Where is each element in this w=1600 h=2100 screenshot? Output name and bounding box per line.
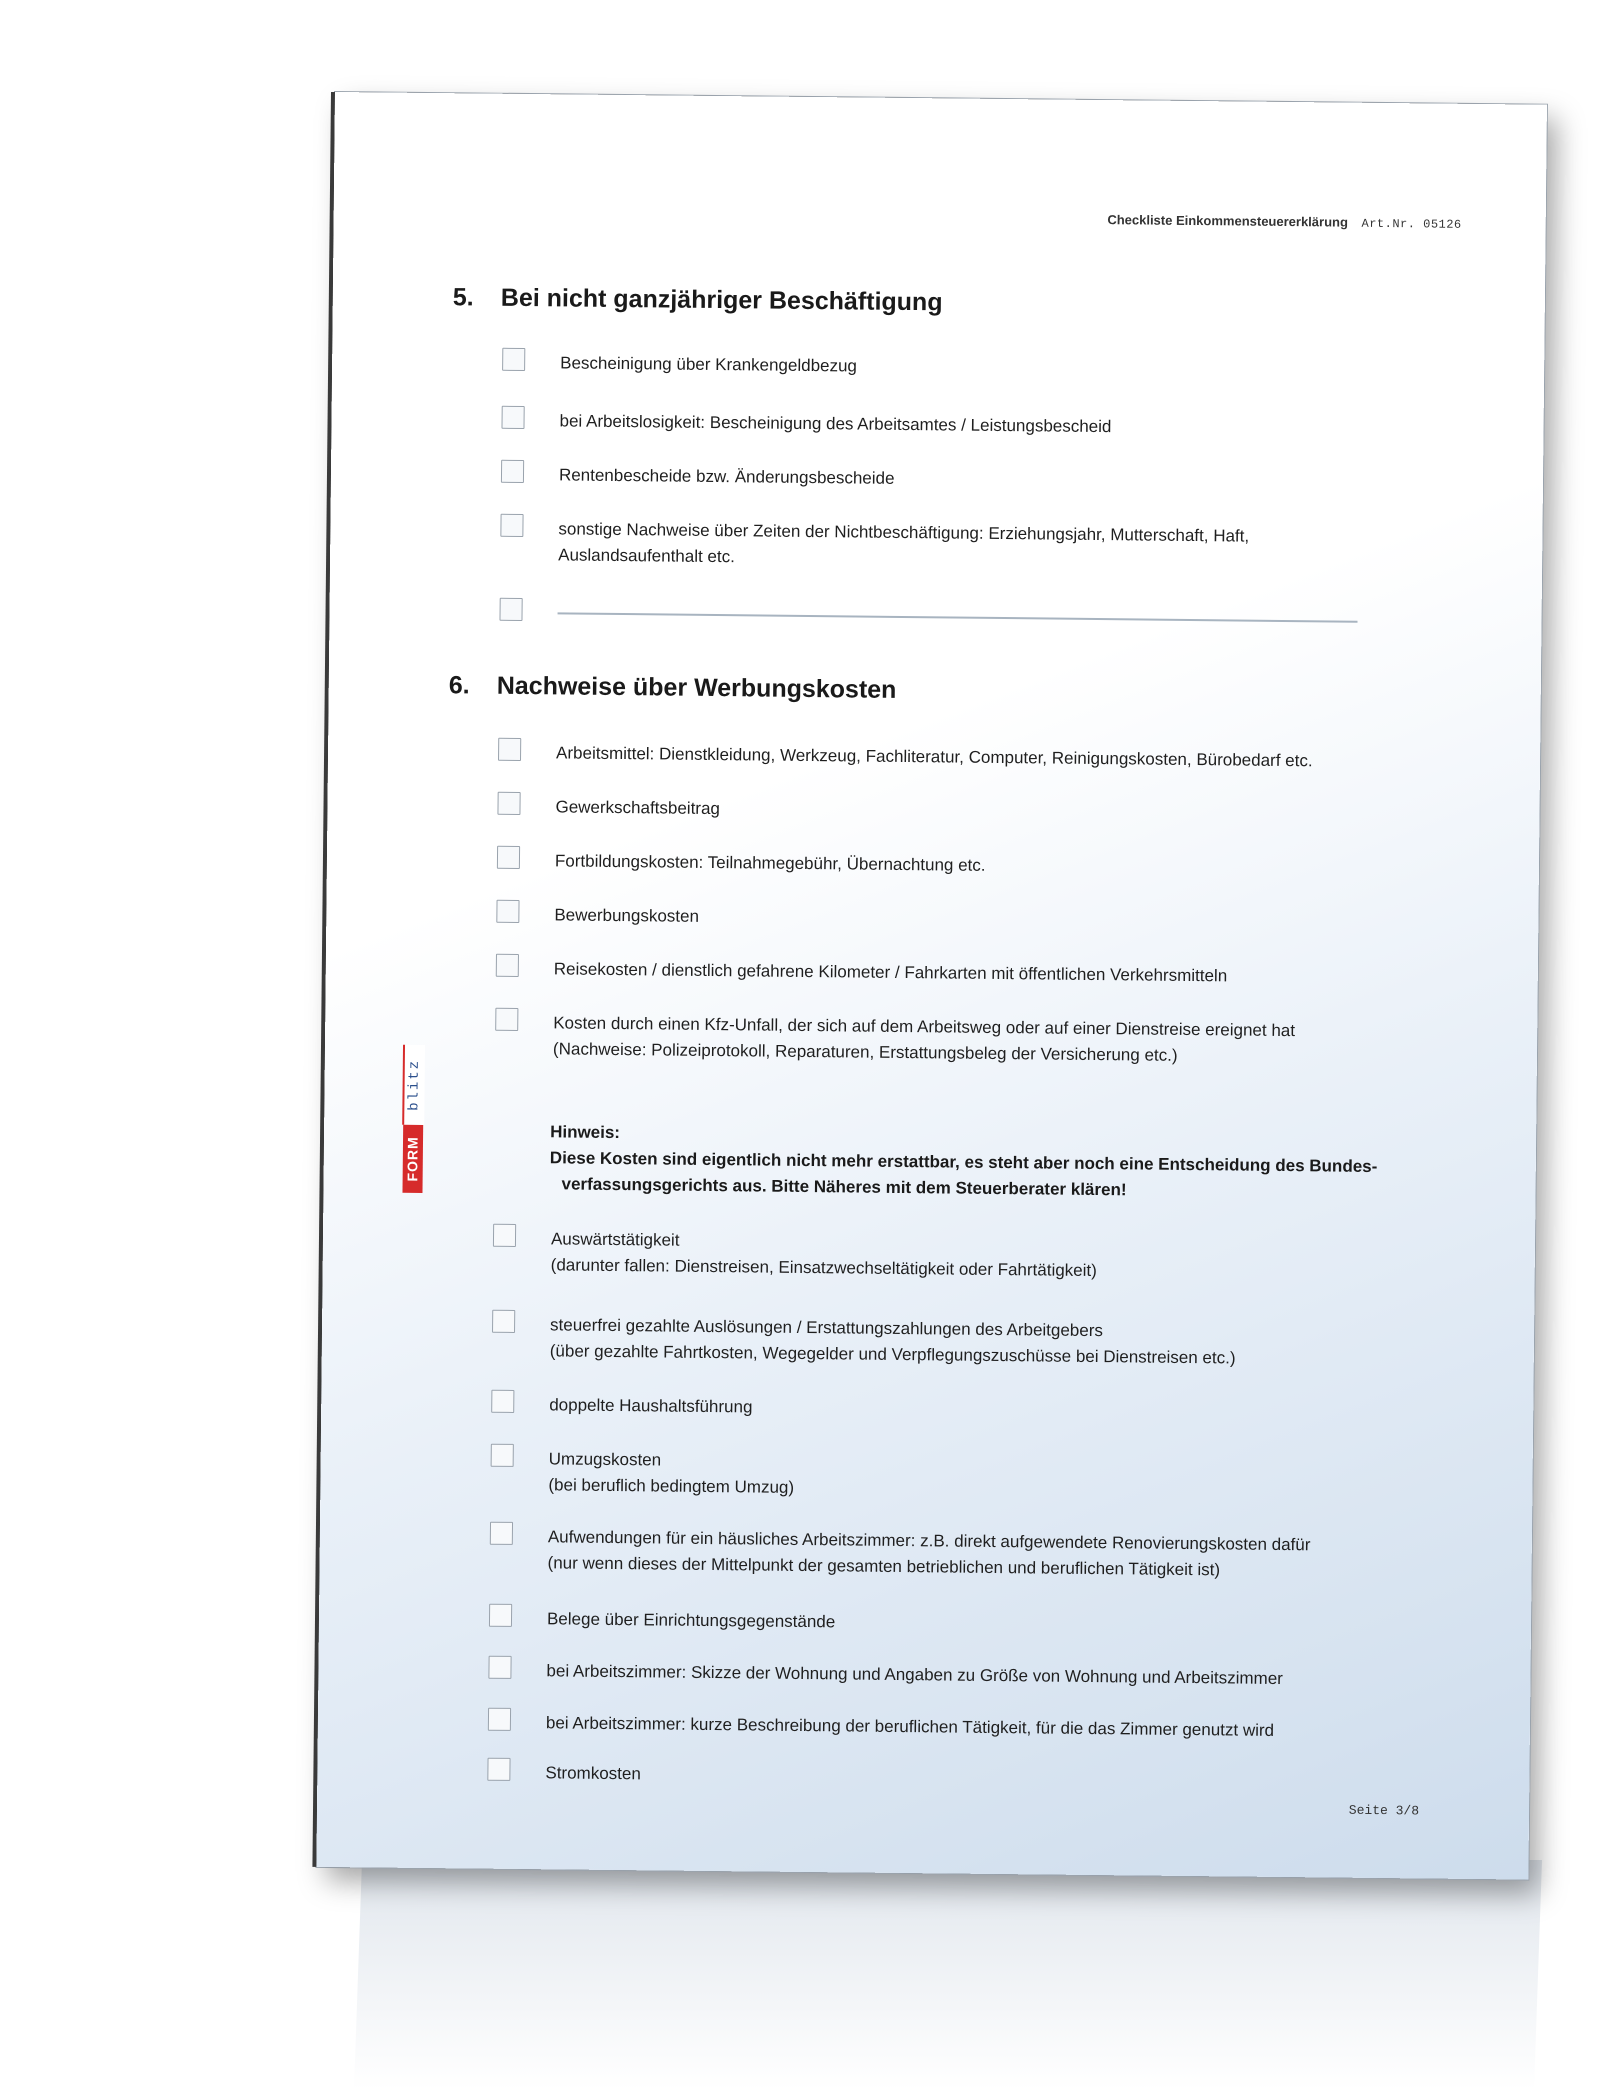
checkbox[interactable] bbox=[491, 1444, 514, 1467]
checkbox[interactable] bbox=[498, 738, 521, 761]
item-text: Stromkosten bbox=[545, 1763, 641, 1784]
checkbox[interactable] bbox=[488, 1656, 511, 1679]
checkbox[interactable] bbox=[496, 954, 519, 977]
checkbox[interactable] bbox=[497, 792, 520, 815]
checkbox[interactable] bbox=[500, 514, 523, 537]
checklist-item bbox=[488, 1758, 1368, 1784]
checkbox[interactable] bbox=[496, 900, 519, 923]
item-text: steuerfrei gezahlte Auslösungen / Erstattungszahlungen des Arbeitgebers (über gezahlte Fahrtkosten, Wegegelder und Verpflegungszuschüsse bei Dienstreisen etc.) bbox=[549, 1315, 1236, 1368]
checklist-item bbox=[488, 1708, 1368, 1740]
article-number: Art.Nr. 05126 bbox=[1361, 216, 1462, 232]
item-text: Auswärtstätigkeit (darunter fallen: Dienstreisen, Einsatzwechseltätigkeit oder Fahrtätigkeit) bbox=[550, 1229, 1097, 1281]
checkbox[interactable] bbox=[489, 1604, 512, 1627]
item-text: Umzugskosten (bei beruflich bedingtem Umzug) bbox=[548, 1449, 795, 1497]
item-text: doppelte Haushaltsführung bbox=[549, 1395, 753, 1417]
checkbox[interactable] bbox=[492, 1310, 515, 1333]
section-title: Bei nicht ganzjähriger Beschäftigung bbox=[500, 283, 943, 317]
section-title: Nachweise über Werbungskosten bbox=[496, 671, 897, 704]
checkbox[interactable] bbox=[495, 1008, 518, 1031]
checkbox[interactable] bbox=[501, 460, 524, 483]
section-number: 6. bbox=[448, 671, 470, 700]
checklist-item bbox=[501, 460, 1381, 488]
section-number: 5. bbox=[452, 283, 474, 312]
document-page bbox=[316, 92, 1547, 1880]
checklist-item bbox=[501, 514, 1381, 567]
item-text: bei Arbeitszimmer: kurze Beschreibung der beruflichen Tätigkeit, für die das Zimmer genutzt wird bbox=[545, 1713, 1275, 1740]
checklist-item bbox=[496, 954, 1376, 986]
checkbox[interactable] bbox=[488, 1708, 511, 1731]
checkbox[interactable] bbox=[497, 846, 520, 869]
checkbox[interactable] bbox=[491, 1390, 514, 1413]
hint-label: Hinweis: bbox=[550, 1122, 621, 1143]
item-text: Kosten durch einen Kfz-Unfall, der sich auf dem Arbeitsweg oder auf einer Dienstreise ereignet hat (Nachweise: Polizeiprotokoll, Reparaturen, Erstattungsbeleg der Versicherung etc.) bbox=[552, 1013, 1296, 1065]
checklist-item bbox=[491, 1444, 1371, 1497]
logo-blitz-part: blitz bbox=[402, 1045, 425, 1125]
checklist-item bbox=[492, 1310, 1372, 1368]
item-text: Gewerkschaftsbeitrag bbox=[555, 797, 721, 819]
checklist-item bbox=[498, 738, 1378, 771]
checklist-item bbox=[502, 406, 1382, 437]
item-text: Aufwendungen für ein häusliches Arbeitszimmer: z.B. direkt aufgewendete Renovierungskosten dafür (nur wenn dieses der Mittelpunkt der gesamten betrieblichen und beruflichen Tätigkeit ist) bbox=[547, 1527, 1311, 1580]
checklist-item bbox=[502, 348, 1382, 376]
item-text: Bescheinigung über Krankengeldbezug bbox=[560, 353, 858, 376]
checklist-item bbox=[491, 1390, 1371, 1417]
checkbox[interactable] bbox=[493, 1224, 516, 1247]
item-text: Rentenbescheide bzw. Änderungsbescheide bbox=[558, 465, 895, 488]
checklist-item bbox=[490, 1522, 1370, 1580]
checklist-item bbox=[493, 1224, 1373, 1281]
item-text: Fortbildungskosten: Teilnahmegebühr, Übernachtung etc. bbox=[554, 851, 986, 875]
checklist-item bbox=[498, 792, 1378, 819]
hint-text: verfassungsgerichts aus. Bitte Näheres mit dem Steuerberater klären! bbox=[561, 1174, 1127, 1200]
checklist-item bbox=[497, 846, 1377, 875]
logo-form-part: FORM bbox=[402, 1125, 423, 1193]
checkbox[interactable] bbox=[499, 598, 522, 621]
page-reflection bbox=[354, 1860, 1542, 2090]
checkbox[interactable] bbox=[501, 406, 524, 429]
checklist-item bbox=[495, 1008, 1375, 1065]
item-text: bei Arbeitszimmer: Skizze der Wohnung und Angaben zu Größe von Wohnung und Arbeitszimmer bbox=[546, 1661, 1283, 1689]
item-text: bei Arbeitslosigkeit: Bescheinigung des Arbeitsamtes / Leistungsbescheid bbox=[559, 411, 1112, 437]
item-text: Reisekosten / dienstlich gefahrene Kilometer / Fahrkarten mit öffentlichen Verkehrsmitteln bbox=[553, 959, 1228, 986]
page-number: Seite 3/8 bbox=[1348, 1802, 1420, 1819]
document-title: Checkliste Einkommensteuererklärung bbox=[1107, 212, 1349, 230]
item-text: Arbeitsmittel: Dienstkleidung, Werkzeug, Fachliteratur, Computer, Reinigungskosten, Bürobedarf etc. bbox=[555, 743, 1313, 771]
hint-note bbox=[549, 1119, 1377, 1206]
formblitz-logo bbox=[401, 1045, 425, 1193]
checkbox[interactable] bbox=[490, 1522, 513, 1545]
checklist-item bbox=[489, 1656, 1369, 1689]
checkbox[interactable] bbox=[502, 348, 525, 371]
checklist-item-blank bbox=[500, 598, 1380, 607]
checkbox[interactable] bbox=[487, 1758, 510, 1781]
checklist-item bbox=[489, 1604, 1369, 1632]
page-header bbox=[1107, 212, 1461, 232]
hint-text: Diese Kosten sind eigentlich nicht mehr erstattbar, es steht aber noch eine Entscheidung des Bundes- bbox=[549, 1148, 1378, 1176]
checklist-item bbox=[497, 900, 1377, 926]
item-text: sonstige Nachweise über Zeiten der Nichtbeschäftigung: Erziehungsjahr, Mutterschaft, Haft, Auslandsaufenthalt etc. bbox=[558, 519, 1250, 567]
item-text: Belege über Einrichtungsgegenstände bbox=[546, 1609, 836, 1632]
item-text: Bewerbungskosten bbox=[554, 905, 700, 926]
blank-entry-line[interactable] bbox=[558, 612, 1358, 622]
